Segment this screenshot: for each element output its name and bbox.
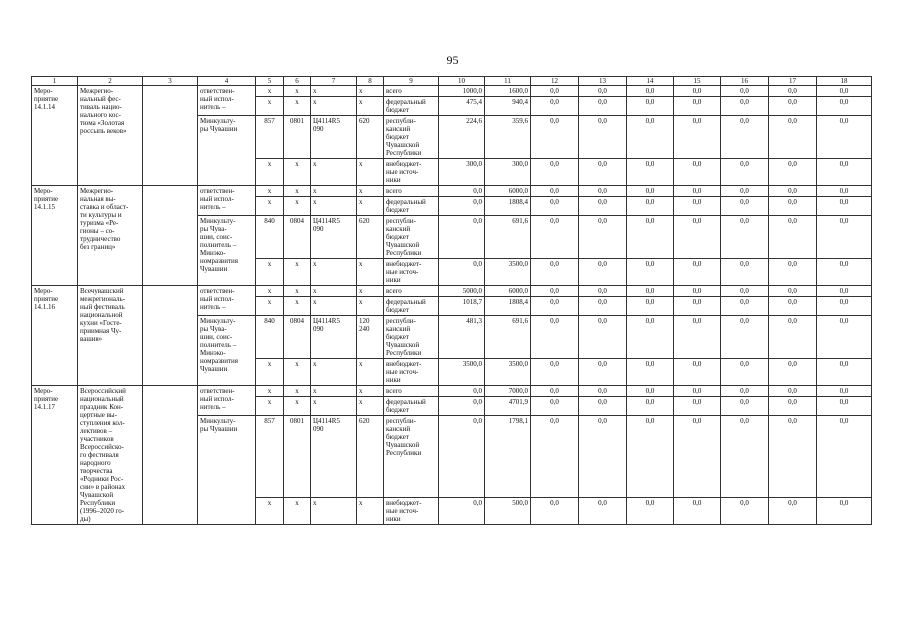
amount-cell: 0,0 xyxy=(627,416,674,498)
funding-source-cell: всего xyxy=(384,86,439,97)
amount-cell: 0,0 xyxy=(674,316,721,359)
column-number-cell: 11 xyxy=(485,77,531,86)
amount-cell: 0,0 xyxy=(769,186,817,197)
section-code-cell: 0804 xyxy=(284,316,311,359)
amount-cell: 0,0 xyxy=(439,186,485,197)
amount-cell: 0,0 xyxy=(531,197,579,216)
amount-cell: 0,0 xyxy=(531,216,579,259)
column-number-cell: 7 xyxy=(311,77,357,86)
amount-cell: 0,0 xyxy=(817,359,872,386)
target-article-cell: Ц4114R5 090 xyxy=(311,316,357,359)
target-article-cell: Ц4114R5 090 xyxy=(311,116,357,159)
executor-cell: Минкульту- ры Чува- шии, соис- полнитель – Минэко- номразвития Чувашии xyxy=(198,316,256,386)
target-article-cell: x xyxy=(311,297,357,316)
table-row xyxy=(32,186,872,197)
target-article-cell: x xyxy=(311,186,357,197)
admin-code-cell: 840 xyxy=(256,316,284,359)
amount-cell: 0,0 xyxy=(627,259,674,286)
measure-name-cell: Межрегио- нальный фес- тиваль нацио- нального кос- тюма «Золотая россыпь веков» xyxy=(78,86,143,186)
executor-cell: ответствен- ный испол- нитель – xyxy=(198,386,256,416)
amount-cell: 0,0 xyxy=(531,286,579,297)
admin-code-cell: x xyxy=(256,186,284,197)
amount-cell: 0,0 xyxy=(769,159,817,186)
amount-cell: 0,0 xyxy=(769,259,817,286)
amount-cell: 0,0 xyxy=(531,316,579,359)
table-row xyxy=(32,86,872,97)
executor-cell: ответствен- ный испол- нитель – xyxy=(198,286,256,316)
expense-type-cell: 120 240 xyxy=(357,316,384,359)
amount-cell: 0,0 xyxy=(769,286,817,297)
amount-cell: 0,0 xyxy=(627,386,674,397)
admin-code-cell: x xyxy=(256,297,284,316)
amount-cell: 0,0 xyxy=(817,498,872,525)
amount-cell: 0,0 xyxy=(769,498,817,525)
amount-cell: 0,0 xyxy=(627,397,674,416)
amount-cell: 0,0 xyxy=(627,86,674,97)
amount-cell: 0,0 xyxy=(674,197,721,216)
amount-cell: 0,0 xyxy=(674,86,721,97)
amount-cell: 0,0 xyxy=(579,386,627,397)
amount-cell: 0,0 xyxy=(627,316,674,359)
empty-cell xyxy=(143,86,198,186)
section-code-cell: x xyxy=(284,498,311,525)
measure-name-cell: Всечувашский межрегиональ- ный фестиваль национальной кухни «Госте- приимная Чу- вашия» xyxy=(78,286,143,386)
column-number-cell: 18 xyxy=(817,77,872,86)
admin-code-cell: x xyxy=(256,397,284,416)
amount-cell: 691,6 xyxy=(485,316,531,359)
amount-cell: 0,0 xyxy=(531,186,579,197)
amount-cell: 224,6 xyxy=(439,116,485,159)
amount-cell: 0,0 xyxy=(579,316,627,359)
amount-cell: 0,0 xyxy=(721,316,769,359)
expense-type-cell: x xyxy=(357,386,384,397)
amount-cell: 0,0 xyxy=(439,498,485,525)
column-number-cell: 5 xyxy=(256,77,284,86)
measure-label-cell: Меро- приятие 14.1.14 xyxy=(32,86,78,186)
expense-type-cell: x xyxy=(357,97,384,116)
empty-cell xyxy=(143,186,198,286)
amount-cell: 0,0 xyxy=(627,286,674,297)
amount-cell: 0,0 xyxy=(721,216,769,259)
amount-cell: 0,0 xyxy=(769,197,817,216)
amount-cell: 0,0 xyxy=(531,97,579,116)
amount-cell: 0,0 xyxy=(674,116,721,159)
amount-cell: 0,0 xyxy=(721,97,769,116)
admin-code-cell: x xyxy=(256,498,284,525)
amount-cell: 0,0 xyxy=(579,297,627,316)
amount-cell: 0,0 xyxy=(769,86,817,97)
amount-cell: 0,0 xyxy=(817,316,872,359)
target-article-cell: x xyxy=(311,97,357,116)
amount-cell: 0,0 xyxy=(579,259,627,286)
amount-cell: 0,0 xyxy=(531,397,579,416)
admin-code-cell: x xyxy=(256,359,284,386)
amount-cell: 0,0 xyxy=(817,86,872,97)
expense-type-cell: 620 xyxy=(357,216,384,259)
amount-cell: 0,0 xyxy=(439,216,485,259)
funding-source-cell: внебюджет- ные источ- ники xyxy=(384,498,439,525)
amount-cell: 0,0 xyxy=(627,116,674,159)
amount-cell: 0,0 xyxy=(769,297,817,316)
section-code-cell: 0801 xyxy=(284,116,311,159)
expense-type-cell: x xyxy=(357,397,384,416)
amount-cell: 0,0 xyxy=(674,386,721,397)
amount-cell: 0,0 xyxy=(674,498,721,525)
executor-cell: Минкульту- ры Чувашии xyxy=(198,416,256,525)
target-article-cell: x xyxy=(311,386,357,397)
amount-cell: 0,0 xyxy=(627,197,674,216)
amount-cell: 0,0 xyxy=(721,197,769,216)
column-number-cell: 3 xyxy=(143,77,198,86)
amount-cell: 0,0 xyxy=(531,116,579,159)
column-number-cell: 14 xyxy=(627,77,674,86)
amount-cell: 0,0 xyxy=(817,116,872,159)
column-number-cell: 13 xyxy=(579,77,627,86)
amount-cell: 0,0 xyxy=(531,498,579,525)
admin-code-cell: 857 xyxy=(256,116,284,159)
amount-cell: 0,0 xyxy=(817,386,872,397)
page-number: 95 xyxy=(446,53,459,67)
section-code-cell: 0804 xyxy=(284,216,311,259)
amount-cell: 0,0 xyxy=(817,216,872,259)
amount-cell: 0,0 xyxy=(627,159,674,186)
column-number-row xyxy=(32,77,872,86)
expense-type-cell: x xyxy=(357,297,384,316)
section-code-cell: x xyxy=(284,286,311,297)
column-number-cell: 16 xyxy=(721,77,769,86)
amount-cell: 0,0 xyxy=(674,286,721,297)
amount-cell: 0,0 xyxy=(579,416,627,498)
amount-cell: 0,0 xyxy=(627,186,674,197)
amount-cell: 0,0 xyxy=(817,416,872,498)
executor-cell: ответствен- ный испол- нитель – xyxy=(198,186,256,216)
admin-code-cell: 840 xyxy=(256,216,284,259)
amount-cell: 0,0 xyxy=(721,286,769,297)
amount-cell: 0,0 xyxy=(531,159,579,186)
expense-type-cell: x xyxy=(357,197,384,216)
column-number-cell: 1 xyxy=(32,77,78,86)
amount-cell: 0,0 xyxy=(579,359,627,386)
column-number-cell: 17 xyxy=(769,77,817,86)
funding-source-cell: внебюджет- ные источ- ники xyxy=(384,359,439,386)
amount-cell: 0,0 xyxy=(439,386,485,397)
target-article-cell: x xyxy=(311,397,357,416)
amount-cell: 0,0 xyxy=(579,86,627,97)
admin-code-cell: x xyxy=(256,286,284,297)
measure-label-cell: Меро- приятие 14.1.17 xyxy=(32,386,78,525)
amount-cell: 0,0 xyxy=(674,359,721,386)
amount-cell: 0,0 xyxy=(579,498,627,525)
amount-cell: 0,0 xyxy=(531,386,579,397)
amount-cell: 6000,0 xyxy=(485,186,531,197)
expense-type-cell: x xyxy=(357,498,384,525)
amount-cell: 1018,7 xyxy=(439,297,485,316)
target-article-cell: Ц4114R5 090 xyxy=(311,216,357,259)
amount-cell: 1600,0 xyxy=(485,86,531,97)
table-row xyxy=(32,286,872,297)
column-number-cell: 2 xyxy=(78,77,143,86)
amount-cell: 0,0 xyxy=(721,116,769,159)
amount-cell: 1798,1 xyxy=(485,416,531,498)
funding-source-cell: республи- канский бюджет Чувашской Республики xyxy=(384,416,439,498)
amount-cell: 0,0 xyxy=(579,186,627,197)
admin-code-cell: 857 xyxy=(256,416,284,498)
funding-source-cell: федеральный бюджет xyxy=(384,197,439,216)
column-number-cell: 9 xyxy=(384,77,439,86)
amount-cell: 0,0 xyxy=(627,216,674,259)
target-article-cell: x xyxy=(311,86,357,97)
expense-type-cell: 620 xyxy=(357,116,384,159)
measure-name-cell: Межрегио- нальная вы- ставка и област- ти культуры и туризма «Ре- гионы – со- трудничество без границ» xyxy=(78,186,143,286)
target-article-cell: x xyxy=(311,286,357,297)
amount-cell: 359,6 xyxy=(485,116,531,159)
amount-cell: 300,0 xyxy=(485,159,531,186)
amount-cell: 475,4 xyxy=(439,97,485,116)
funding-source-cell: федеральный бюджет xyxy=(384,397,439,416)
amount-cell: 0,0 xyxy=(721,186,769,197)
amount-cell: 0,0 xyxy=(721,86,769,97)
funding-source-cell: всего xyxy=(384,186,439,197)
amount-cell: 0,0 xyxy=(769,116,817,159)
funding-source-cell: федеральный бюджет xyxy=(384,97,439,116)
amount-cell: 0,0 xyxy=(674,297,721,316)
amount-cell: 0,0 xyxy=(579,216,627,259)
amount-cell: 0,0 xyxy=(817,197,872,216)
amount-cell: 1808,4 xyxy=(485,297,531,316)
amount-cell: 0,0 xyxy=(817,186,872,197)
amount-cell: 0,0 xyxy=(439,397,485,416)
section-code-cell: x xyxy=(284,97,311,116)
expense-type-cell: x xyxy=(357,359,384,386)
section-code-cell: x xyxy=(284,397,311,416)
section-code-cell: x xyxy=(284,359,311,386)
section-code-cell: x xyxy=(284,297,311,316)
column-number-cell: 10 xyxy=(439,77,485,86)
amount-cell: 0,0 xyxy=(769,359,817,386)
amount-cell: 0,0 xyxy=(721,397,769,416)
expense-type-cell: 620 xyxy=(357,416,384,498)
amount-cell: 0,0 xyxy=(817,397,872,416)
funding-source-cell: всего xyxy=(384,386,439,397)
amount-cell: 5000,0 xyxy=(439,286,485,297)
amount-cell: 3500,0 xyxy=(485,259,531,286)
table-row xyxy=(32,386,872,397)
amount-cell: 0,0 xyxy=(674,259,721,286)
amount-cell: 691,6 xyxy=(485,216,531,259)
amount-cell: 6000,0 xyxy=(485,286,531,297)
amount-cell: 0,0 xyxy=(531,86,579,97)
amount-cell: 300,0 xyxy=(439,159,485,186)
amount-cell: 1808,4 xyxy=(485,197,531,216)
amount-cell: 1000,0 xyxy=(439,86,485,97)
amount-cell: 0,0 xyxy=(579,116,627,159)
amount-cell: 0,0 xyxy=(627,498,674,525)
column-number-cell: 4 xyxy=(198,77,256,86)
expense-type-cell: x xyxy=(357,86,384,97)
column-number-cell: 6 xyxy=(284,77,311,86)
executor-cell: Минкульту- ры Чувашии xyxy=(198,116,256,186)
section-code-cell: x xyxy=(284,386,311,397)
funding-source-cell: федеральный бюджет xyxy=(384,297,439,316)
section-code-cell: 0801 xyxy=(284,416,311,498)
amount-cell: 0,0 xyxy=(439,259,485,286)
amount-cell: 0,0 xyxy=(721,359,769,386)
amount-cell: 0,0 xyxy=(531,416,579,498)
amount-cell: 0,0 xyxy=(769,316,817,359)
budget-table xyxy=(31,76,872,525)
amount-cell: 0,0 xyxy=(721,498,769,525)
amount-cell: 0,0 xyxy=(627,97,674,116)
amount-cell: 0,0 xyxy=(579,197,627,216)
empty-cell xyxy=(143,286,198,386)
target-article-cell: x xyxy=(311,498,357,525)
amount-cell: 0,0 xyxy=(674,216,721,259)
amount-cell: 0,0 xyxy=(674,397,721,416)
section-code-cell: x xyxy=(284,159,311,186)
amount-cell: 0,0 xyxy=(579,97,627,116)
target-article-cell: Ц4114R5 090 xyxy=(311,416,357,498)
amount-cell: 0,0 xyxy=(769,97,817,116)
amount-cell: 0,0 xyxy=(721,386,769,397)
section-code-cell: x xyxy=(284,259,311,286)
amount-cell: 0,0 xyxy=(579,397,627,416)
column-number-cell: 15 xyxy=(674,77,721,86)
admin-code-cell: x xyxy=(256,159,284,186)
amount-cell: 7000,0 xyxy=(485,386,531,397)
amount-cell: 0,0 xyxy=(674,159,721,186)
measure-name-cell: Всероссийский национальный праздник Кон- цертные вы- ступления кол- лективов – участников Всероссийско- го фестиваля народного творчества «Родники Рос- сии» в районах Чувашской Республики (1996–2020 го- ды) xyxy=(78,386,143,525)
amount-cell: 0,0 xyxy=(769,397,817,416)
amount-cell: 0,0 xyxy=(531,297,579,316)
funding-source-cell: всего xyxy=(384,286,439,297)
amount-cell: 4701,9 xyxy=(485,397,531,416)
amount-cell: 500,0 xyxy=(485,498,531,525)
measure-label-cell: Меро- приятие 14.1.16 xyxy=(32,286,78,386)
funding-source-cell: республи- канский бюджет Чувашской Республики xyxy=(384,116,439,159)
amount-cell: 0,0 xyxy=(627,297,674,316)
target-article-cell: x xyxy=(311,159,357,186)
funding-source-cell: республи- канский бюджет Чувашской Республики xyxy=(384,216,439,259)
amount-cell: 0,0 xyxy=(721,159,769,186)
amount-cell: 0,0 xyxy=(817,159,872,186)
amount-cell: 0,0 xyxy=(769,386,817,397)
funding-source-cell: республи- канский бюджет Чувашской Республики xyxy=(384,316,439,359)
amount-cell: 0,0 xyxy=(439,416,485,498)
amount-cell: 3500,0 xyxy=(439,359,485,386)
target-article-cell: x xyxy=(311,259,357,286)
amount-cell: 940,4 xyxy=(485,97,531,116)
amount-cell: 481,3 xyxy=(439,316,485,359)
amount-cell: 0,0 xyxy=(627,359,674,386)
amount-cell: 0,0 xyxy=(721,259,769,286)
section-code-cell: x xyxy=(284,86,311,97)
target-article-cell: x xyxy=(311,197,357,216)
admin-code-cell: x xyxy=(256,259,284,286)
amount-cell: 0,0 xyxy=(674,186,721,197)
amount-cell: 0,0 xyxy=(769,416,817,498)
section-code-cell: x xyxy=(284,197,311,216)
expense-type-cell: x xyxy=(357,159,384,186)
amount-cell: 0,0 xyxy=(579,286,627,297)
expense-type-cell: x xyxy=(357,259,384,286)
executor-cell: Минкульту- ры Чува- шии, соис- полнитель – Минэко- номразвития Чувашии xyxy=(198,216,256,286)
amount-cell: 0,0 xyxy=(817,97,872,116)
executor-cell: ответствен- ный испол- нитель – xyxy=(198,86,256,116)
admin-code-cell: x xyxy=(256,386,284,397)
amount-cell: 0,0 xyxy=(531,359,579,386)
expense-type-cell: x xyxy=(357,186,384,197)
funding-source-cell: внебюджет- ные источ- ники xyxy=(384,259,439,286)
amount-cell: 0,0 xyxy=(674,97,721,116)
amount-cell: 0,0 xyxy=(817,297,872,316)
amount-cell: 0,0 xyxy=(817,259,872,286)
amount-cell: 0,0 xyxy=(439,197,485,216)
amount-cell: 0,0 xyxy=(721,297,769,316)
amount-cell: 0,0 xyxy=(579,159,627,186)
empty-cell xyxy=(143,386,198,525)
amount-cell: 0,0 xyxy=(769,216,817,259)
measure-label-cell: Меро- приятие 14.1.15 xyxy=(32,186,78,286)
expense-type-cell: x xyxy=(357,286,384,297)
amount-cell: 0,0 xyxy=(817,286,872,297)
amount-cell: 0,0 xyxy=(674,416,721,498)
amount-cell: 0,0 xyxy=(721,416,769,498)
admin-code-cell: x xyxy=(256,97,284,116)
column-number-cell: 8 xyxy=(357,77,384,86)
section-code-cell: x xyxy=(284,186,311,197)
admin-code-cell: x xyxy=(256,86,284,97)
amount-cell: 0,0 xyxy=(531,259,579,286)
column-number-cell: 12 xyxy=(531,77,579,86)
target-article-cell: x xyxy=(311,359,357,386)
admin-code-cell: x xyxy=(256,197,284,216)
amount-cell: 3500,0 xyxy=(485,359,531,386)
funding-source-cell: внебюджет- ные источ- ники xyxy=(384,159,439,186)
